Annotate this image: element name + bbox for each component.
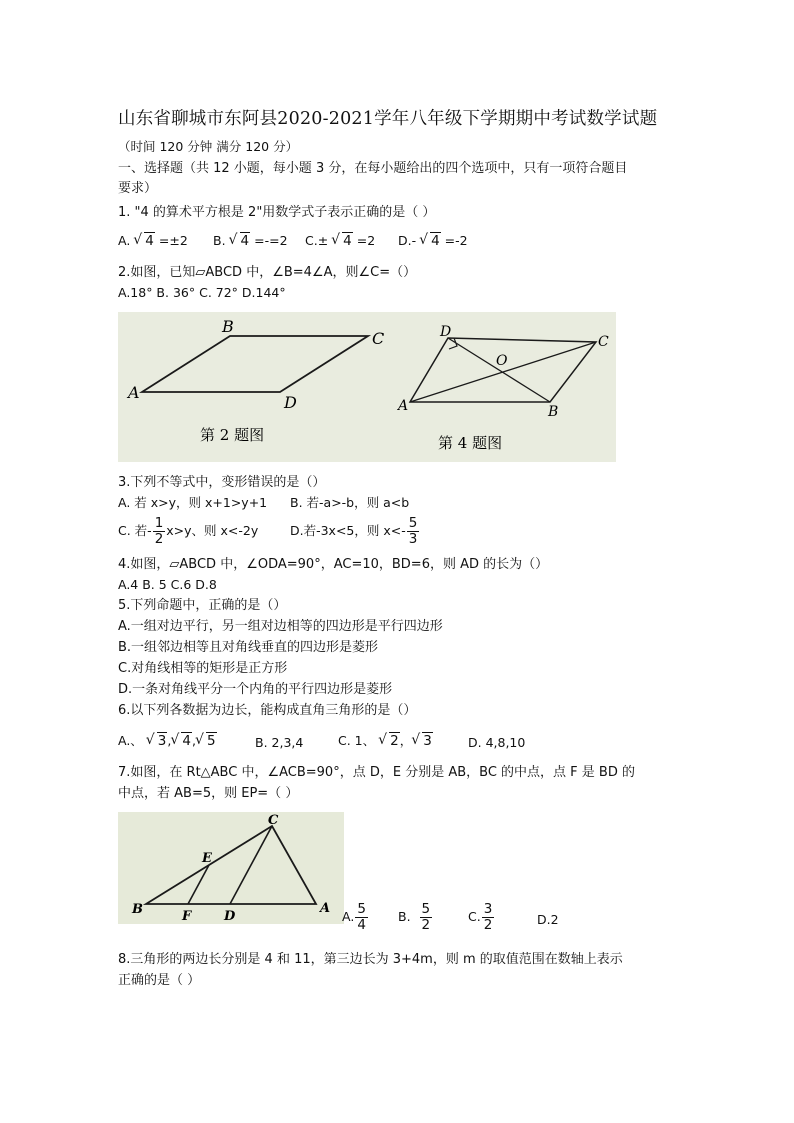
q3-option-b: B. 若-a>-b，则 a<b bbox=[290, 495, 410, 510]
q6-option-a: A.、 √ 3,√ 4,√ 5 bbox=[118, 732, 217, 750]
denominator: 3 bbox=[408, 531, 418, 547]
q2-options: A.18° B. 36° C. 72° D.144° bbox=[118, 285, 286, 300]
option-text: D.若-3x<5，则 x<- bbox=[290, 523, 406, 538]
q1-option-c bbox=[305, 232, 375, 250]
radicand: 2 bbox=[390, 733, 399, 749]
sqrt-symbol bbox=[413, 732, 433, 750]
option-label: D.- bbox=[398, 233, 417, 248]
q5-option-b: B.一组邻边相等且对角线垂直的四边形是菱形 bbox=[118, 640, 379, 655]
option-text: =-=2 bbox=[254, 233, 288, 248]
section-heading-cont: 要求） bbox=[118, 181, 158, 196]
section-heading: 一、选择题（共 12 小题，每小题 3 分，在每小题给出的四个选项中，只有一项符合题目 bbox=[118, 161, 628, 176]
vertex-label-a: A bbox=[128, 383, 140, 402]
q6-option-d: D. 4,8,10 bbox=[468, 735, 526, 750]
option-text: =±2 bbox=[158, 233, 188, 248]
numerator: 5 bbox=[421, 901, 431, 917]
sqrt-symbol bbox=[148, 732, 168, 750]
option-label: B. bbox=[213, 233, 226, 248]
q5-stem: 5.下列命题中，正确的是（） bbox=[118, 598, 287, 613]
fraction bbox=[355, 902, 368, 933]
vertex-label-d: D bbox=[440, 324, 452, 340]
q3-option-a: A. 若 x>y，则 x+1>y+1 bbox=[118, 495, 268, 510]
numerator: 1 bbox=[154, 515, 164, 531]
q7-option-a bbox=[342, 902, 369, 933]
radicand: 4 bbox=[431, 233, 440, 249]
option-text: =2 bbox=[356, 233, 376, 248]
q2-stem: 2.如图，已知▱ABCD 中，∠B=4∠A，则∠C=（） bbox=[118, 265, 417, 280]
numerator: 3 bbox=[483, 901, 493, 917]
vertex-label-b: B bbox=[132, 902, 143, 917]
vertex-label-c: C bbox=[598, 334, 609, 350]
numerator: 5 bbox=[408, 515, 418, 531]
option-text: =-2 bbox=[444, 233, 468, 248]
q7-option-b bbox=[398, 902, 433, 933]
radicand: 5 bbox=[206, 733, 216, 749]
q1-option-d bbox=[398, 232, 468, 250]
vertex-label-c: C bbox=[268, 813, 279, 828]
radicand: 3 bbox=[157, 733, 167, 749]
option-text: C. 若- bbox=[118, 523, 152, 538]
figure-q2-q4 bbox=[118, 312, 616, 462]
q5-option-d: D.一条对角线平分一个内角的平行四边形是菱形 bbox=[118, 682, 393, 697]
q3-stem: 3.下列不等式中，变形错误的是（） bbox=[118, 475, 326, 490]
center-label-o: O bbox=[496, 353, 508, 369]
page-title: 山东省聊城市东阿县2020-2021学年八年级下学期期中考试数学试题 bbox=[118, 109, 658, 129]
sqrt-symbol bbox=[135, 232, 155, 250]
option-label: C.± bbox=[305, 233, 329, 248]
vertex-label-a: A bbox=[320, 901, 331, 916]
sqrt-symbol bbox=[380, 732, 400, 750]
sqrt-symbol bbox=[231, 232, 251, 250]
exam-meta: （时间 120 分钟 满分 120 分） bbox=[118, 139, 299, 154]
q8-stem-cont: 正确的是（ ） bbox=[118, 973, 201, 988]
q1-option-b bbox=[213, 232, 288, 250]
q4-stem: 4.如图，▱ABCD 中，∠ODA=90°，AC=10，BD=6，则 AD 的长为（） bbox=[118, 557, 549, 572]
vertex-label-e: E bbox=[202, 851, 212, 866]
fraction bbox=[420, 902, 433, 933]
figure-q7 bbox=[118, 812, 344, 924]
denominator: 2 bbox=[421, 917, 431, 933]
q7-option-c bbox=[468, 902, 495, 933]
radicand: 3 bbox=[423, 733, 432, 749]
sqrt-symbol bbox=[421, 232, 441, 250]
q7-option-d: D.2 bbox=[537, 912, 559, 927]
q3-option-d bbox=[290, 516, 420, 547]
vertex-label-f: F bbox=[182, 909, 192, 924]
vertex-label-d: D bbox=[224, 909, 236, 924]
vertex-label-b: B bbox=[222, 317, 234, 336]
figure-q2-q4-photo bbox=[118, 312, 616, 462]
denominator: 4 bbox=[357, 917, 366, 933]
radicand: 4 bbox=[182, 733, 191, 749]
vertex-label-c: C bbox=[372, 329, 385, 348]
vertex-label-a: A bbox=[398, 398, 409, 414]
q5-option-a: A.一组对边平行，另一组对边相等的四边形是平行四边形 bbox=[118, 619, 443, 634]
q3-option-c bbox=[118, 516, 258, 547]
figure-q7-photo bbox=[118, 812, 344, 924]
sqrt-symbol bbox=[172, 732, 192, 750]
q8-stem: 8.三角形的两边长分别是 4 和 11，第三边长为 3+4m，则 m 的取值范围在数轴上表示 bbox=[118, 952, 623, 967]
q7-stem-cont: 中点，若 AB=5，则 EP=（ ） bbox=[118, 786, 299, 801]
denominator: 2 bbox=[154, 531, 164, 547]
fraction bbox=[482, 902, 495, 933]
q1-stem: 1. "4 的算术平方根是 2"用数学式子表示正确的是（ ） bbox=[118, 205, 436, 220]
option-text: x>y、则 x<-2y bbox=[166, 523, 259, 538]
option-label: C. 1、 bbox=[338, 733, 376, 748]
sqrt-symbol bbox=[197, 732, 217, 750]
sqrt-symbol bbox=[333, 232, 353, 250]
figure-caption-4: 第 4 题图 bbox=[438, 434, 503, 452]
figure-caption-2: 第 2 题图 bbox=[200, 426, 265, 444]
denominator: 2 bbox=[483, 917, 493, 933]
q1-option-a bbox=[118, 232, 188, 250]
q6-option-c: C. 1、 √ 2，√ 3 bbox=[338, 732, 433, 750]
numerator: 5 bbox=[357, 901, 366, 917]
q5-option-c: C.对角线相等的矩形是正方形 bbox=[118, 661, 288, 676]
q6-stem: 6.以下列各数据为边长，能构成直角三角形的是（） bbox=[118, 703, 417, 718]
option-label: B. bbox=[398, 909, 411, 924]
q7-stem: 7.如图，在 Rt△ABC 中，∠ACB=90°，点 D，E 分别是 AB，BC 的中点，点 F 是 BD 的 bbox=[118, 765, 635, 780]
radicand: 4 bbox=[343, 233, 352, 249]
radicand: 4 bbox=[145, 233, 154, 249]
radicand: 4 bbox=[240, 233, 250, 249]
vertex-label-d: D bbox=[284, 393, 297, 412]
option-label: A.、 bbox=[118, 733, 143, 748]
option-label: A. bbox=[118, 233, 131, 248]
option-label: A. bbox=[342, 909, 355, 924]
q6-option-b: B. 2,3,4 bbox=[255, 735, 304, 750]
q4-options: A.4 B. 5 C.6 D.8 bbox=[118, 577, 217, 592]
fraction bbox=[153, 516, 166, 547]
option-label: C. bbox=[468, 909, 481, 924]
fraction bbox=[407, 516, 420, 547]
vertex-label-b: B bbox=[548, 404, 559, 420]
